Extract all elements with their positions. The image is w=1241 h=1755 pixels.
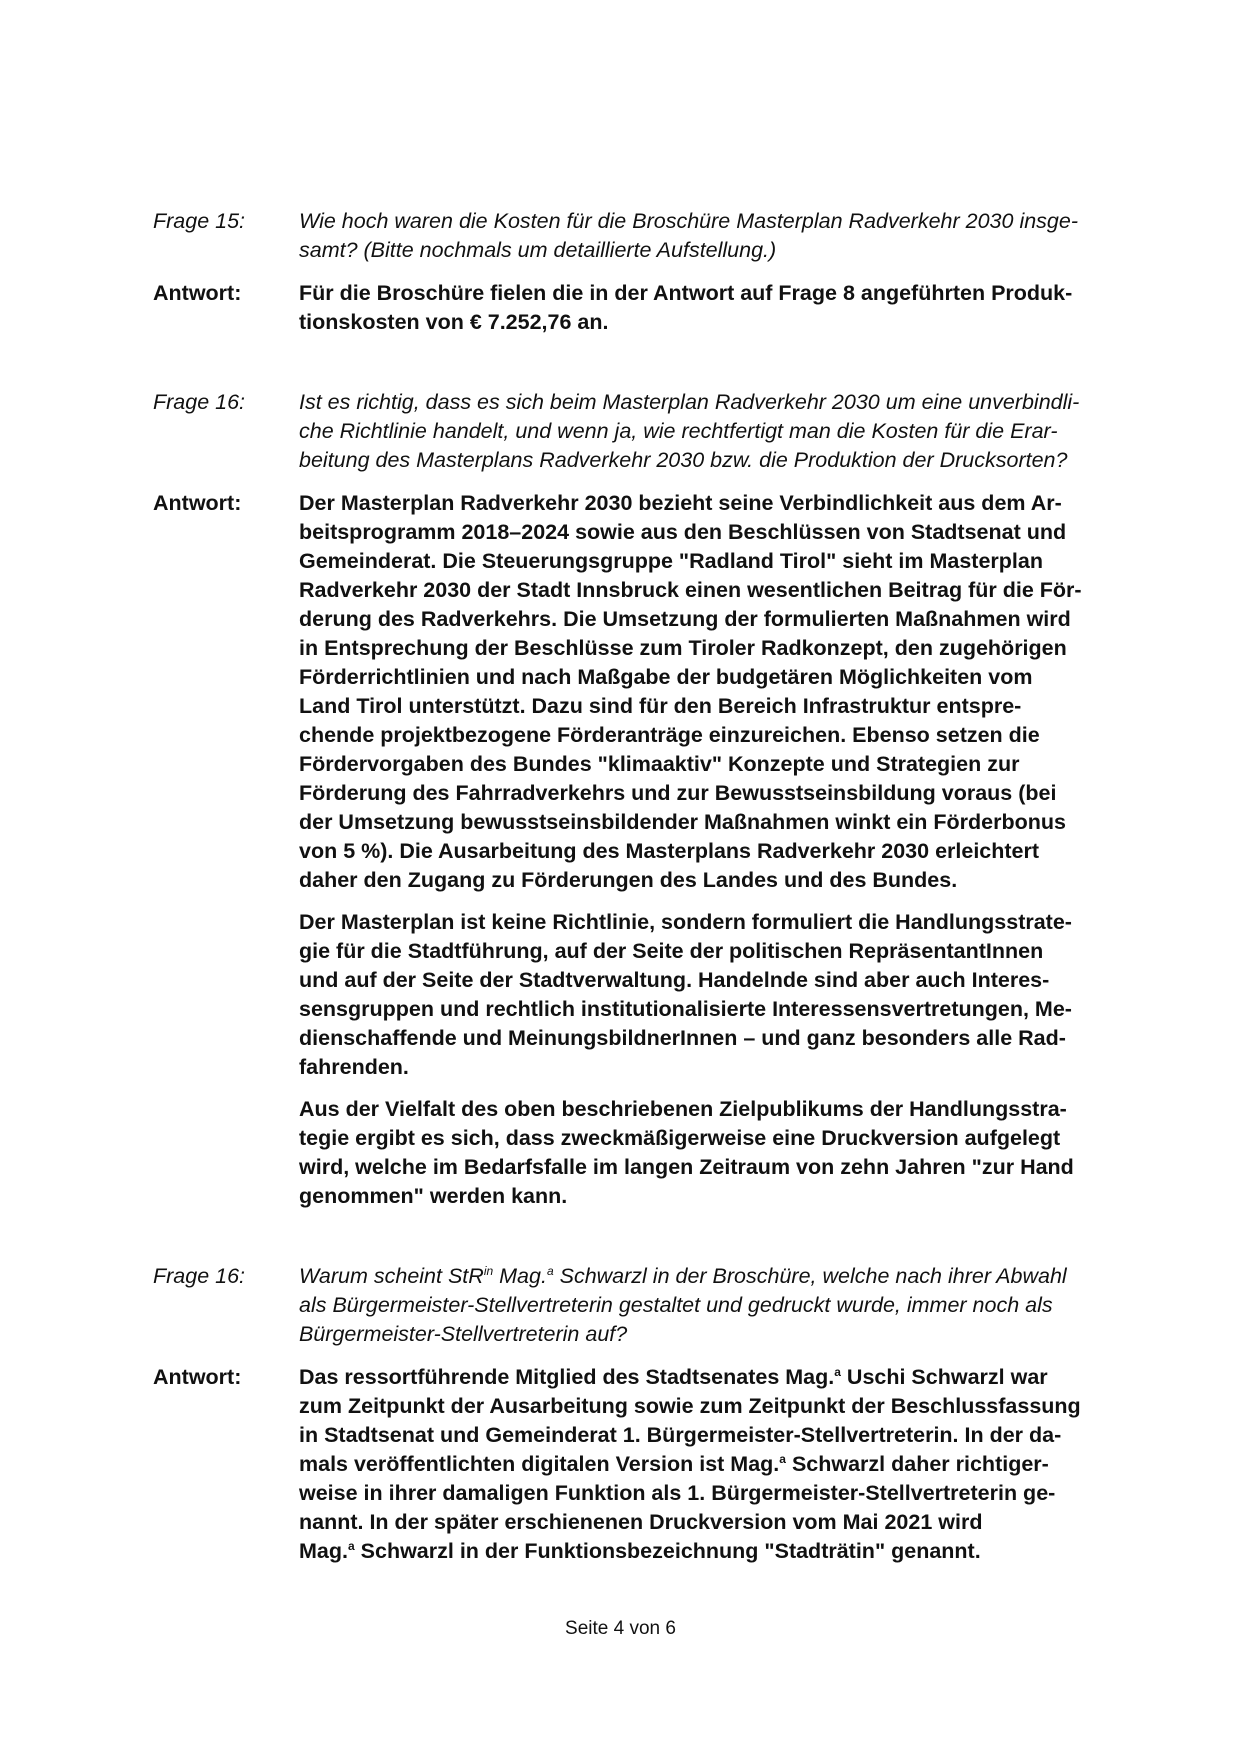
question-label: Frage 16: [153, 390, 246, 414]
question-row [153, 388, 1138, 475]
answer-line: von 5 %). Die Ausarbeitung des Masterplans Radverkehr 2030 erleichtert [299, 839, 1040, 863]
answer-line: wird, welche im Bedarfsfalle im langen Zeitraum von zehn Jahren "zur Hand [299, 1155, 1074, 1179]
answer-line: zum Zeitpunkt der Ausarbeitung sowie zum Zeitpunkt der Beschlussfassung [299, 1394, 1081, 1418]
question-label: Frage 15: [153, 209, 246, 233]
answer-line: mals veröffentlichten digitalen Version ist Mag.$^a$ Schwarzl daher richtiger- [299, 1451, 1049, 1476]
page-number-footer: Seite 4 von 6 [565, 1618, 676, 1639]
answer-line: Förderrichtlinien und nach Maßgabe der budgetären Möglichkeiten vom [299, 665, 1033, 689]
question-line: che Richtlinie handelt, und wenn ja, wie rechtfertigt man die Kosten für die Erar- [299, 419, 1058, 443]
question-text [299, 1262, 1138, 1349]
answer-line: Mag.$^a$ Schwarzl in der Funktionsbezeichnung "Stadträtin" genannt. [299, 1538, 981, 1563]
answer-text [299, 279, 1138, 337]
answer-line: der Umsetzung bewusstseinsbildender Maßnahmen winkt ein Förderbonus [299, 810, 1066, 834]
answer-line: Gemeinderat. Die Steuerungsgruppe "Radland Tirol" sieht im Masterplan [299, 549, 1043, 573]
answer-line: sensgruppen und rechtlich institutionalisierte Interessensvertretungen, Me- [299, 997, 1072, 1021]
answer-line: tionskosten von € 7.252,76 an. [299, 310, 609, 334]
answer-paragraph [299, 489, 1138, 895]
answer-line: gie für die Stadtführung, auf der Seite der politischen RepräsentantInnen [299, 939, 1044, 963]
answer-text [299, 489, 1138, 1211]
answer-line: beitsprogramm 2018–2024 sowie aus den Beschlüssen von Stadtsenat und [299, 520, 1067, 544]
question-line: beitung des Masterplans Radverkehr 2030 bzw. die Produktion der Drucksorten? [299, 448, 1068, 472]
question-line: Bürgermeister-Stellvertreterin auf? [299, 1322, 628, 1346]
answer-label: Antwort: [153, 1365, 242, 1389]
answer-paragraph [299, 908, 1138, 1082]
answer-line: weise in ihrer damaligen Funktion als 1. Bürgermeister-Stellvertreterin ge- [299, 1481, 1056, 1505]
answer-label: Antwort: [153, 281, 242, 305]
answer-line: und auf der Seite der Stadtverwaltung. Handelnde sind aber auch Interes- [299, 968, 1050, 992]
answer-line: derung des Radverkehrs. Die Umsetzung der formulierten Maßnahmen wird [299, 607, 1071, 631]
question-text [299, 388, 1138, 475]
answer-line: fahrenden. [299, 1055, 409, 1079]
qa-block-frage-16-second [153, 1262, 1138, 1566]
answer-line: Fördervorgaben des Bundes "klimaaktiv" Konzepte und Strategien zur [299, 752, 1020, 776]
answer-line: in Entsprechung der Beschlüsse zum Tiroler Radkonzept, den zugehörigen [299, 636, 1067, 660]
answer-text [299, 1363, 1138, 1566]
answer-line: genommen" werden kann. [299, 1184, 568, 1208]
question-line: Warum scheint StR$^{in}$ Mag.$^a$ Schwarzl in der Broschüre, welche nach ihrer Abwahl [299, 1263, 1067, 1288]
question-line: als Bürgermeister-Stellvertreterin gestaltet und gedruckt wurde, immer noch als [299, 1293, 1053, 1317]
question-line: samt? (Bitte nochmals um detaillierte Aufstellung.) [299, 238, 777, 262]
answer-line: Aus der Vielfalt des oben beschriebenen Zielpublikums der Handlungsstra- [299, 1097, 1067, 1121]
answer-row [153, 489, 1138, 1211]
answer-line: Förderung des Fahrradverkehrs und zur Bewusstseinsbildung voraus (bei [299, 781, 1057, 805]
answer-paragraph [299, 279, 1138, 337]
answer-paragraph [299, 1095, 1138, 1211]
answer-line: daher den Zugang zu Förderungen des Landes und des Bundes. [299, 868, 958, 892]
answer-line: Der Masterplan Radverkehr 2030 bezieht seine Verbindlichkeit aus dem Ar- [299, 491, 1062, 515]
question-line: Ist es richtig, dass es sich beim Masterplan Radverkehr 2030 um eine unverbindli- [299, 390, 1080, 414]
answer-line: Für die Broschüre fielen die in der Antwort auf Frage 8 angeführten Produk- [299, 281, 1073, 305]
question-label: Frage 16: [153, 1264, 246, 1288]
answer-line: Radverkehr 2030 der Stadt Innsbruck einen wesentlichen Beitrag für die För- [299, 578, 1082, 602]
question-text [299, 207, 1138, 265]
question-row [153, 1262, 1138, 1349]
answer-line: Das ressortführende Mitglied des Stadtsenates Mag.$^a$ Uschi Schwarzl war [299, 1364, 1048, 1389]
question-row [153, 207, 1138, 265]
answer-line: Der Masterplan ist keine Richtlinie, sondern formuliert die Handlungsstrate- [299, 910, 1072, 934]
qa-block-frage-16 [153, 388, 1138, 1211]
answer-line: Land Tirol unterstützt. Dazu sind für den Bereich Infrastruktur entspre- [299, 694, 1022, 718]
qa-block-frage-15 [153, 207, 1138, 337]
answer-line: tegie ergibt es sich, dass zweckmäßigerweise eine Druckversion aufgelegt [299, 1126, 1061, 1150]
answer-line: dienschaffende und MeinungsbildnerInnen – und ganz besonders alle Rad- [299, 1026, 1066, 1050]
answer-line: nannt. In der später erschienenen Druckversion vom Mai 2021 wird [299, 1510, 983, 1534]
answer-row [153, 279, 1138, 337]
answer-row [153, 1363, 1138, 1566]
answer-line: in Stadtsenat und Gemeinderat 1. Bürgermeister-Stellvertreterin. In der da- [299, 1423, 1062, 1447]
answer-line: chende projektbezogene Förderanträge einzureichen. Ebenso setzen die [299, 723, 1040, 747]
answer-label: Antwort: [153, 491, 242, 515]
question-line: Wie hoch waren die Kosten für die Broschüre Masterplan Radverkehr 2030 insge- [299, 209, 1078, 233]
